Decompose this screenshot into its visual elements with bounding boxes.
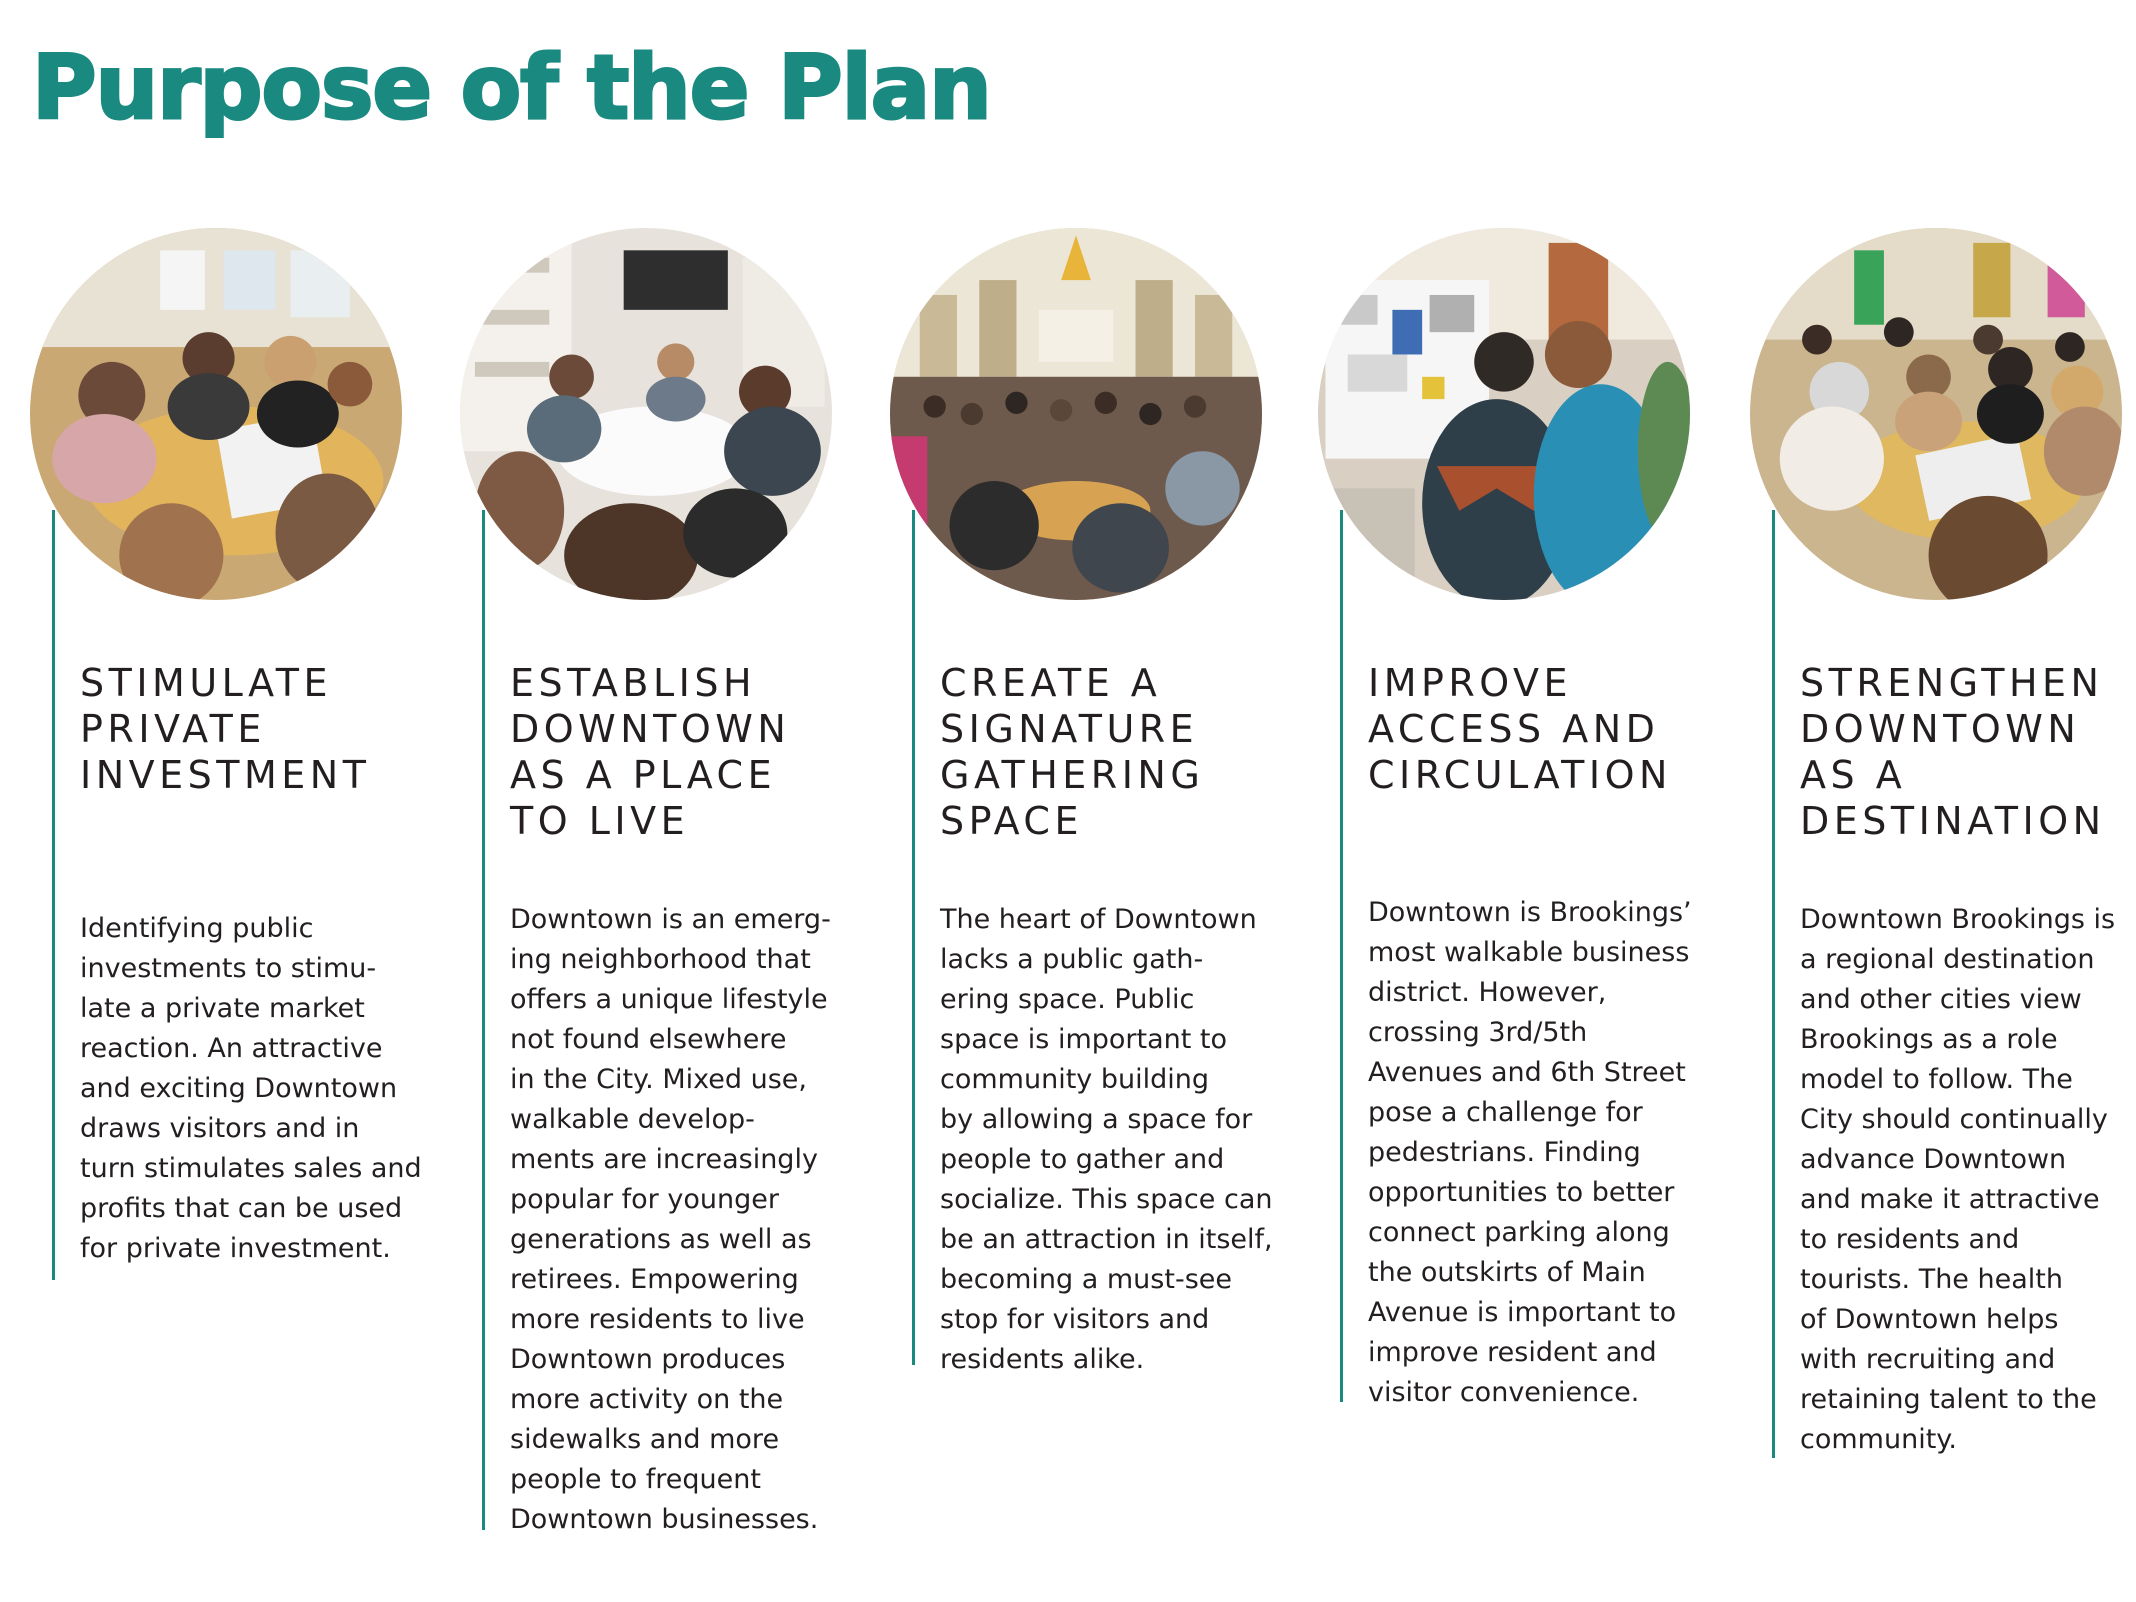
column-body: Downtown Brookings is a regional destination and other cities view Brookings as a role model to follow. The City should continually advance Downtown and make it attractive to residents and tourists. The health of Downtown helps with recruiting and retaining talent to the community. — [1800, 904, 2116, 1455]
purpose-column-5 — [1722, 0, 2136, 1602]
column-heading: IMPROVE ACCESS AND CIRCULATION — [1368, 661, 1672, 797]
purpose-column-2 — [430, 0, 850, 1602]
column-heading: ESTABLISH DOWNTOWN AS A PLACE TO LIVE — [510, 661, 791, 843]
column-heading: STRENGTHEN DOWNTOWN AS A DESTINATION — [1800, 661, 2106, 843]
column-body: Identifying public investments to stimu- late a private market reaction. An attractive and exciting Downtown draws visitors and in turn stimulates sales and profits that can be used for private investment. — [80, 913, 422, 1264]
purpose-column-4 — [1290, 0, 1710, 1602]
column-body: Downtown is an emerg- ing neighborhood that offers a unique lifestyle not found elsewhere in the City. Mixed use, walkable develop- ments are increasingly popular for younger generations as well as retirees. Empowering more residents to live Downtown produces more activity on the sidewalks and more people to frequent Downtown businesses. — [510, 904, 831, 1535]
column-heading: STIMULATE PRIVATE INVESTMENT — [80, 661, 371, 797]
column-divider — [1772, 510, 1775, 1458]
purpose-column-3 — [860, 0, 1280, 1602]
purpose-column-1 — [0, 0, 420, 1602]
map-board-photo — [1318, 228, 1690, 600]
column-body: Downtown is Brookings’ most walkable business district. However, crossing 3rd/5th Avenues and 6th Street pose a challenge for pedestrians. Finding opportunities to better connect parking along the outskirts of Main Avenue is important to improve resident and visitor convenience. — [1368, 897, 1692, 1408]
meeting-room-photo — [460, 228, 832, 600]
column-body: The heart of Downtown lacks a public gath- ering space. Public space is important to community building by allowing a space for people to gather and socialize. This space can be an attraction in itself, becoming a must-see stop for visitors and residents alike. — [940, 904, 1273, 1375]
column-divider — [1340, 510, 1343, 1402]
page-title: Purpose of the Plan — [32, 36, 991, 139]
column-divider — [52, 510, 55, 1280]
cafeteria-discussion-photo — [1750, 228, 2122, 600]
column-divider — [482, 510, 485, 1530]
column-divider — [912, 510, 915, 1365]
column-heading: CREATE A SIGNATURE GATHERING SPACE — [940, 661, 1205, 843]
workshop-table-photo — [30, 228, 402, 600]
atrium-crowd-photo — [890, 228, 1262, 600]
